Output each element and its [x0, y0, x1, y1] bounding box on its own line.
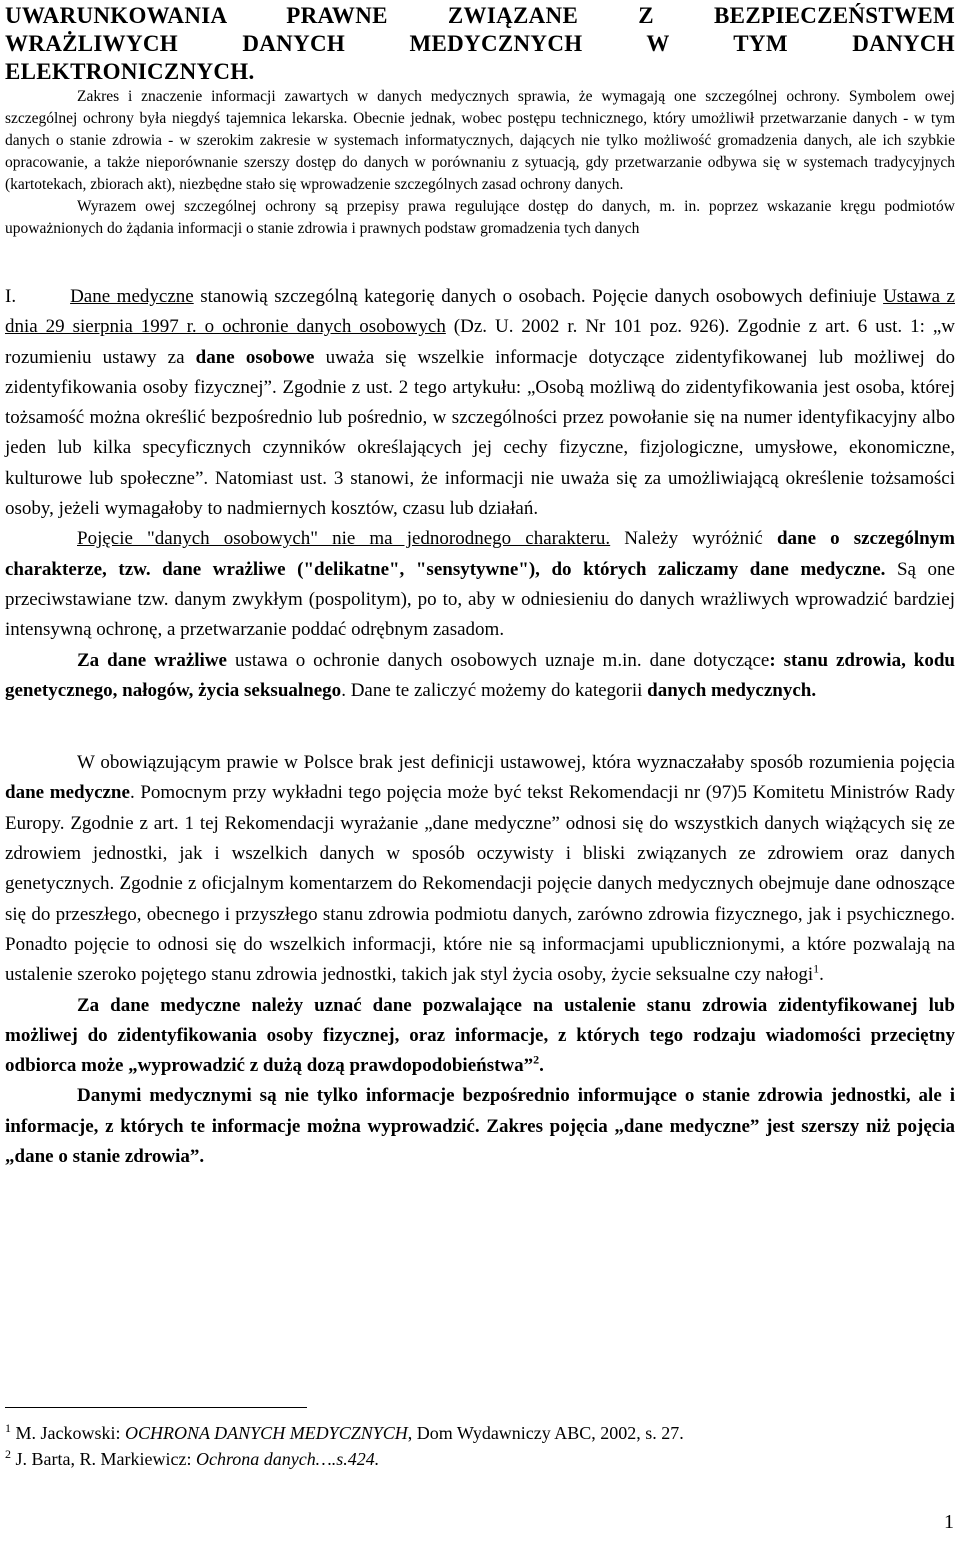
paragraph-3: Za dane wrażliwe ustawa o ochronie danych osobowych uznaje m.in. dane dotyczące: stanu zdrowia, kodu genetycznego, nałogów, życia seksualnego. Dane te zaliczyć możemy do kategorii danych medycznych.	[5, 649, 956, 701]
section-1-paragraph: I. Dane medyczne stanowią szczególną kategorię danych o osobach. Pojęcie danych osobowych definiuje Ustawa z dnia 29 sierpnia 1997 r. o ochronie danych osobowych (Dz. U. 2002 r. Nr 101 poz. 926). Zgodnie z art. 6 ust. 1: „w rozumieniu ustawy za dane osobowe uważa się wszelkie informacje dotyczące zidentyfikowanej lub możliwej do zidentyfikowania osoby fizycznej”. Zgodnie z ust. 2 tego artykułu: „Osobą możliwą do zidentyfikowania jest osoba, której tożsamość można określić bezpośrednio lub pośrednio, w szczególności przez powołanie się na numer identyfikacyjny albo jeden lub kilka specyficznych czynników określających jej cechy fizyczne, fizjologiczne, umysłowe, ekonomiczne, kulturowe lub społeczne”. Natomiast ust. 3 stanowi, że informacji nie uważa się za umożliwiającą określenie tożsamości osoby, jeżeli wymagałoby to nadmiernych kosztów, czasu lub działań.	[5, 286, 956, 520]
main-text	[5, 282, 955, 1172]
footnote-1: $^1$ M. Jackowski: OCHRONA DANYCH MEDYCZNYCH, Dom Wydawniczy ABC, 2002, s. 27.	[5, 1421, 684, 1443]
page-number: 1	[944, 1511, 954, 1533]
paragraph-4: W obowiązującym prawie w Polsce brak jest definicji ustawowej, która wyznaczałaby sposób rozumienia pojęcia dane medyczne. Pomocnym przy wykładni tego pojęcia może być tekst Rekomendacji nr (97)5 Komitetu Ministrów Rady Europy. Zgodnie z art. 1 tej Rekomendacji wyrażanie „dane medyczne” odnosi się do wszystkich danych wiążących się ze zdrowiem jednostki, jak i wszelkich danych w sposób oczywisty i bliski związanych ze zdrowiem oraz danych genetycznych. Zgodnie z oficjalnym komentarzem do Rekomendacji pojęcie danych medycznych obejmuje dane odnoszące się do przeszłego, obecnego i przyszłego stanu zdrowia podmiotu danych, zarówno zdrowia fizycznego, jak i psychicznego. Ponadto pojęcie to odnosi się do wszelkich informacji, które nie są informacjami upublicznionymi, a które pozwalają na ustalenie szeroko pojętego stanu zdrowia jednostki, takich jak styl życia osoby, życie seksualne czy nałogi$^1$.	[5, 752, 955, 986]
law-reference: Ustawa z dnia 29 sierpnia 1997 r. o ochronie danych osobowych	[5, 286, 955, 338]
footnote-2: $^2$ J. Barta, R. Markiewicz: Ochrona danych….s.424.	[5, 1447, 380, 1469]
paragraph-5: Za dane medyczne należy uznać dane pozwalające na ustalenie stanu zdrowia zidentyfikowanej lub możliwej do zidentyfikowania osoby fizycznej, oraz informacje, z których tego rodzaju wiadomości przeciętny odbiorca może „wyprowadzić z dużą dozą prawdopodobieństwa”$^2$.	[5, 994, 955, 1077]
paragraph-2: Pojęcie "danych osobowych" nie ma jednorodnego charakteru. Należy wyróżnić dane o szczególnym charakterze, tzw. dane wrażliwe ("delikatne", "sensytywne"), do których zaliczamy dane medyczne. Są one przeciwstawiane tzw. danym zwykłym (pospolitym), po to, aby w odniesieniu do danych wrażliwych wprowadzić bardziej intensywną ochronę, a przetwarzanie poddać odrębnym zasadom.	[5, 528, 955, 641]
title-line-3: ELEKTRONICZNYCH.	[5, 59, 255, 84]
paragraph-6: Danymi medycznymi są nie tylko informacje bezpośrednio informujące o stanie zdrowia jednostki, ale i informacje, z których te informacje można wyprowadzić. Zakres pojęcia „dane medyczne” jest szerszy niż pojęcia „dane o stanie zdrowia”.	[5, 1085, 955, 1168]
title-line-1: UWARUNKOWANIA PRAWNE ZWIĄZANE Z BEZPIECZEŃSTWEM	[5, 3, 955, 28]
section-number: I.	[5, 286, 17, 307]
term-dane-medyczne: Dane medyczne	[70, 286, 194, 307]
title-line-2: WRAŻLIWYCH DANYCH MEDYCZNYCH W TYM DANYCH	[5, 31, 955, 56]
footnotes	[5, 1420, 945, 1472]
document-page	[5, 0, 955, 1172]
document-title	[5, 0, 955, 86]
intro-section	[5, 86, 955, 240]
intro-paragraph-2: Wyrazem owej szczególnej ochrony są przepisy prawa regulujące dostęp do danych, m. in. poprzez wskazanie kręgu podmiotów upoważnionych do żądania informacji o stanie zdrowia i prawnych podstaw gromadzenia tych danych	[5, 198, 955, 237]
intro-paragraph-1: Zakres i znaczenie informacji zawartych w danych medycznych sprawia, że wymagają one szczególnej ochrony. Symbolem owej szczególnej ochrony była niegdyś tajemnica lekarska. Obecnie jednak, wobec postępu technicznego, który umożliwił przetwarzanie danych - w tym danych o stanie zdrowia - w szerokim zakresie w systemach informatycznych, dających nie tylko możliwość gromadzenia danych, ale ich szybkie opracowanie, a także nieporównanie szerszy dostęp do danych w porównaniu z sytuacją, gdy przetwarzanie odbywa się w systemach tradycyjnych (kartotekach, zbiorach akt), niezbędne stało się wprowadzenie szczególnych zasad ochrony danych.	[5, 88, 955, 193]
footnote-ref-2[interactable]: 2	[533, 1052, 540, 1067]
footnote-ref-1[interactable]: 1	[813, 961, 820, 976]
footnote-separator	[5, 1407, 307, 1408]
